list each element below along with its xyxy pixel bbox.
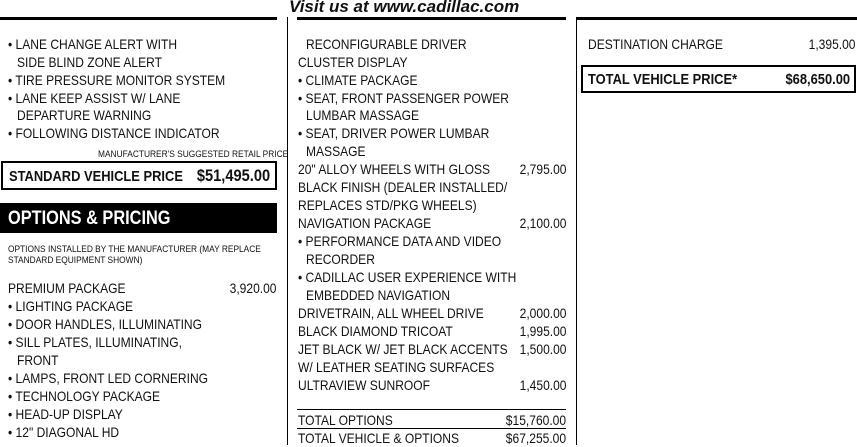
- package-item: • LIGHTING PACKAGE: [8, 298, 134, 314]
- package-item: • CADILLAC USER EXPERIENCE WITH: [298, 269, 517, 285]
- package-item: CLUSTER DISPLAY: [298, 54, 408, 70]
- navigation-package-price: 2,100.00: [519, 215, 566, 231]
- package-item: EMBEDDED NAVIGATION: [306, 287, 451, 303]
- options-note: STANDARD EQUIPMENT SHOWN): [8, 255, 143, 266]
- package-item: LUMBAR MASSAGE: [306, 107, 420, 123]
- drivetrain-option-price: 2,000.00: [519, 305, 566, 321]
- interior-option-price: 1,500.00: [519, 341, 566, 357]
- website-banner: Visit us at www.cadillac.com: [289, 0, 520, 16]
- package-item: • SEAT, FRONT PASSENGER POWER: [298, 90, 509, 106]
- package-item: • SEAT, DRIVER POWER LUMBAR: [298, 125, 490, 141]
- package-item: • CLIMATE PACKAGE: [298, 72, 418, 88]
- wheels-option-label: REPLACES STD/PKG WHEELS): [298, 197, 477, 213]
- total-vehicle-price-label: TOTAL VEHICLE PRICE*: [588, 71, 738, 88]
- column2-top-rule: [297, 17, 566, 20]
- standard-vehicle-price-box: [1, 161, 277, 190]
- column-divider-2: [576, 17, 577, 445]
- package-item: • HEAD-UP DISPLAY: [8, 406, 123, 422]
- column3-top-rule: [577, 17, 857, 20]
- paint-option-label: BLACK DIAMOND TRICOAT: [298, 323, 453, 339]
- package-item: • SILL PLATES, ILLUMINATING,: [8, 334, 182, 350]
- feature-line: • TIRE PRESSURE MONITOR SYSTEM: [8, 72, 226, 88]
- interior-option-label: JET BLACK W/ JET BLACK ACCENTS: [298, 341, 508, 357]
- column1-top-rule: [0, 17, 277, 20]
- package-item: • DOOR HANDLES, ILLUMINATING: [8, 316, 202, 332]
- feature-line: SIDE BLIND ZONE ALERT: [17, 54, 162, 70]
- package-item: • TECHNOLOGY PACKAGE: [8, 388, 161, 404]
- premium-package-label: PREMIUM PACKAGE: [8, 280, 126, 296]
- column-divider-1: [287, 17, 288, 445]
- options-heading: OPTIONS & PRICING: [8, 208, 171, 229]
- package-item: FRONT: [17, 352, 59, 368]
- feature-line: DEPARTURE WARNING: [17, 107, 152, 123]
- feature-line: • LANE KEEP ASSIST W/ LANE: [8, 90, 181, 106]
- sunroof-option-price: 1,450.00: [519, 377, 566, 393]
- total-options-label: TOTAL OPTIONS: [298, 412, 393, 428]
- package-item: MASSAGE: [306, 143, 366, 159]
- total-options-value: $15,760.00: [505, 412, 566, 428]
- total-vehicle-options-label: TOTAL VEHICLE & OPTIONS: [298, 430, 460, 446]
- msrp-note: MANUFACTURER'S SUGGESTED RETAIL PRICE: [98, 149, 289, 160]
- options-note: OPTIONS INSTALLED BY THE MANUFACTURER (MAY REPLACE: [8, 244, 261, 255]
- package-item: RECONFIGURABLE DRIVER: [306, 36, 467, 52]
- package-item: • PERFORMANCE DATA AND VIDEO: [298, 233, 502, 249]
- standard-price-label: STANDARD VEHICLE PRICE: [9, 168, 183, 185]
- interior-option-label: W/ LEATHER SEATING SURFACES: [298, 359, 495, 375]
- navigation-package-label: NAVIGATION PACKAGE: [298, 215, 432, 231]
- options-heading-bar: [0, 203, 277, 233]
- feature-line: • LANE CHANGE ALERT WITH: [8, 36, 178, 52]
- destination-charge-label: DESTINATION CHARGE: [588, 36, 723, 52]
- paint-option-price: 1,995.00: [519, 323, 566, 339]
- wheels-option-label: BLACK FINISH (DEALER INSTALLED/: [298, 179, 508, 195]
- premium-package-price: 3,920.00: [229, 280, 276, 296]
- feature-line: • FOLLOWING DISTANCE INDICATOR: [8, 125, 220, 141]
- standard-price-value: $51,495.00: [196, 166, 270, 185]
- total-vehicle-options-value: $67,255.00: [505, 430, 566, 446]
- total-vehicle-price-value: $68,650.00: [785, 71, 850, 88]
- wheels-option-price: 2,795.00: [519, 161, 566, 177]
- destination-charge-value: 1,395.00: [808, 36, 855, 52]
- sunroof-option-label: ULTRAVIEW SUNROOF: [298, 377, 431, 393]
- package-item: • 12" DIAGONAL HD: [8, 424, 120, 440]
- total-vehicle-price-box: [581, 65, 856, 93]
- package-item: RECORDER: [306, 251, 375, 267]
- package-item: • LAMPS, FRONT LED CORNERING: [8, 370, 209, 386]
- totals-rule: [297, 409, 566, 410]
- drivetrain-option-label: DRIVETRAIN, ALL WHEEL DRIVE: [298, 305, 484, 321]
- wheels-option-label: 20" ALLOY WHEELS WITH GLOSS: [298, 161, 491, 177]
